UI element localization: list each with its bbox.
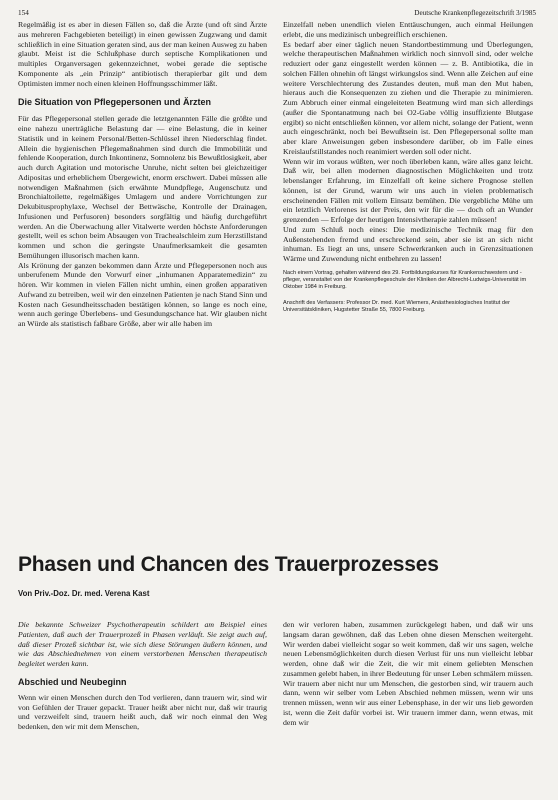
paragraph: Es bedarf aber einer täglich neuen Standortbestimmung und Überlegungen, welche therapeutischen Maßnahmen wirklich noch sinnvoll sind, oder welche reduziert oder ganz eingestellt werden können — z. B. Antibiotika, die in solchen Fällen ohnehin oft längst wirkungslos sind. Wenn alle Zeichen auf eine weitere Verschlechterung des Zustandes deuten, muß man den Mut haben, hieraus auch die Konsequenzen zu ziehen und die Therapie zu minimieren. Zum Abbruch einer einmal eingeleiteten Beatmung wird man sich allerdings (außer die Spontanatmung nach bei O2-Gabe völlig insuffiziente Blutgase ergibt) so nicht entschließen können, vor allem nicht, solange der Patient, wenn auch eingeschränkt, noch bei Bewußtsein ist. Den Pflegepersonal sollte man aber klare Anweisungen geben insbesondere darüber, ob im Falle eines Kreislaufstillstandes noch reanimiert werden soll oder nicht. — [283, 39, 533, 156]
running-head — [18, 9, 536, 18]
paragraph: Wenn wir einen Menschen durch den Tod verlieren, dann trauern wir, sind wir von Gefühlen der Trauer gepackt. Trauer heißt aber nicht nur, daß wir traurig und verzweifelt sind, trauern heißt auch, daß wir noch einmal den Weg bedenken, den wir mit dem Menschen, — [18, 692, 267, 731]
article-byline: Von Priv.-Doz. Dr. med. Verena Kast — [18, 589, 150, 598]
paragraph: Wenn wir im voraus wüßten, wer noch überleben kann, wäre alles ganz leicht. Daß wir, bei allen modernen diagnostischen Möglichkeiten und trotz lebenslanger Erfahrung, im Einzelfall oft keine sichere Prognose stellen können, ist der Grund, warum wir uns auch in vielen problematisch erscheinenden Fällen mit vollem Einsatz bemühen. Die vergebliche Mühe um ein letztlich Verlorenes ist der Preis, den wir für die — doch oft an Wunder grenzenden — Erfolge der heutigen Intensivtherapie zahlen müssen! — [283, 156, 533, 224]
footnotes — [283, 270, 533, 314]
paragraph: Und zum Schluß noch eines: Die medizinische Technik mag für den Außenstehenden fremd und erschreckend sein, aber sie ist an sich nicht inhuman. Es liegt an uns, unsere Schwerkranken auch in Grenzsituationen Wärme und Zuwendung nicht entbehren zu lassen! — [283, 224, 533, 263]
paragraph: Für das Pflegepersonal stellen gerade die letztgenannten Fälle die größte und eine nahezu unerträgliche Belastung dar — eine Belastung, die in keiner Statistik und in keinem Personal/Betten-Schlüssel ihren Niederschlag findet. Allein die hygienischen Pflegemaßnahmen sind durch die Immobilität und fehlende Kooperation, durch Inkontinenz, Somnolenz bis Bewußtlosigkeit, aber auch durch Agitation und motorische Unruhe, nicht selten bei gleichzeitiger Adipositas und erheblichem Übergewicht, enorm erschwert. Dabei müssen alle notwendigen Maßnahmen (sich erwähnte Mundpflege, Augenschutz und Bronchialtoilette, regelmäßiges Umlagern und andere Vorrichtungen zur Dekubitusprophylaxe, Wechsel der Bettwäsche, Kontrolle der Drainagen, Infusionen und Perfusoren) besonders sorgfältig und häufig durchgeführt werden. An die Überwachung aller Vitalwerte werden höchste Anforderungen gestellt, weil es schon beim Absaugen von Trachealschleim zum Herzstillstand kommen und schon die geringste Unaufmerksamkeit die gesamten Bemühungen illusorisch machen kann. — [18, 114, 268, 260]
footnote-lecture: Nach einem Vortrag, gehalten während des 29. Fortbildungskurses für Krankenschwestern und -pfleger, veranstaltet von der Krankenpflegeschule der Kliniken der Albrecht-Ludwigs-Universität im Oktober 1984 in Freiburg. — [283, 269, 527, 291]
article-left-column — [18, 620, 267, 800]
section-heading: Abschied und Neubeginn — [18, 676, 127, 687]
paragraph: Als Krönung der ganzen bekommen dann Ärzte und Pflegepersonen noch aus unberufenem Munde den Vorwurf einer „inhumanen Apparatemedizin“ zu hören. Wir kommen in vielen Fällen nicht umhin, einen großen apparativen Aufwand zu betreiben, weil wir den einzelnen Patienten je nach Stand Sinn und Kosten nach Gesundheitsschaden bestätigen können, so lange es noch eine, wenn auch geringe Überlebens- und Gesundungschance hat. Wir glauben nicht an Würde als statistisch faßbare Größe, aber wir alle haben im — [18, 260, 267, 328]
journal-title: Deutsche Krankenpflegezeitschrift 3/1985 — [414, 9, 536, 17]
paragraph: Einzelfall neben unendlich vielen Enttäuschungen, auch einmal Heilungen erlebt, die uns medizinisch unbegreiflich erschienen. — [283, 20, 533, 39]
article-right-column — [283, 620, 533, 800]
upper-left-column — [18, 20, 268, 328]
page-number: 154 — [18, 9, 29, 17]
upper-right-column — [283, 20, 533, 320]
paragraph: Wir trauern aber nicht nur um Menschen, die gestorben sind, wir trauern auch dann, wenn wir selber vom Leben Abschied nehmen müssen, wenn wir uns trennen müssen, wenn wir aus einer Lebensphase, in der wir uns lieb geworden ist, wenn die Zeit dafür vorbei ist. Wir trauern immer dann, wenn etwas, mit dem wir — [283, 678, 533, 727]
section-heading: Die Situation von Pflegepersonen und Ärzten — [18, 97, 212, 108]
footnote-author-address: Anschrift des Verfassers: Professor Dr. med. Kurt Wiemers, Anästhesiologisches Institut der Universitätskliniken, Hugstetter Straße 55, 7800 Freiburg. — [283, 299, 510, 313]
paragraph: den wir verloren haben, zusammen zurückgelegt haben, und daß wir uns langsam daran gewöhnen, daß das Leben ohne diesen Menschen weitergeht. Wir werden dabei vielleicht sogar so weit kommen, daß wir uns sagen, welche neuen Lebensmöglichkeiten durch diesen Verlust für uns nun vielleicht lebbar werden, ohne daß wir die Zeit, die wir mit einem geliebten Menschen zusammen gelebt haben, in ihrer Bedeutung für unser Leben schmälern müssen. — [283, 620, 533, 678]
paragraph: Regelmäßig ist es aber in diesen Fällen so, daß die Ärzte (und oft sind Ärzte aus mehreren Fachgebieten beteiligt) in einen gewissen Zugzwang und damit schließlich in eine Situation geraten sind, aus der man keinen Ausweg zu haben glaubt. Meist ist die Schlußphase durch septische Komplikationen und multiples Organversagen gekennzeichnet, wobei gerade die septische Komponente als „ein Prinzip“ antibiotisch therapierbar gilt und dem Optimisten immer noch einen kleinen Hoffnungsschimmer läßt. — [18, 20, 267, 88]
article-lead: Die bekannte Schweizer Psychotherapeutin schildert am Beispiel eines Patienten, daß auch der Trauerprozeß in Phasen verläuft. Sie zeigt auch auf, daß dieser Prozeß sichtbar ist, wie sich diese Störungen äußern können, und wie das Abschiednehmen von einem verstorbenen Menschen therapeutisch begleitet werden kann. — [18, 620, 267, 668]
article-title: Phasen und Chancen des Trauerprozesses — [18, 553, 439, 576]
